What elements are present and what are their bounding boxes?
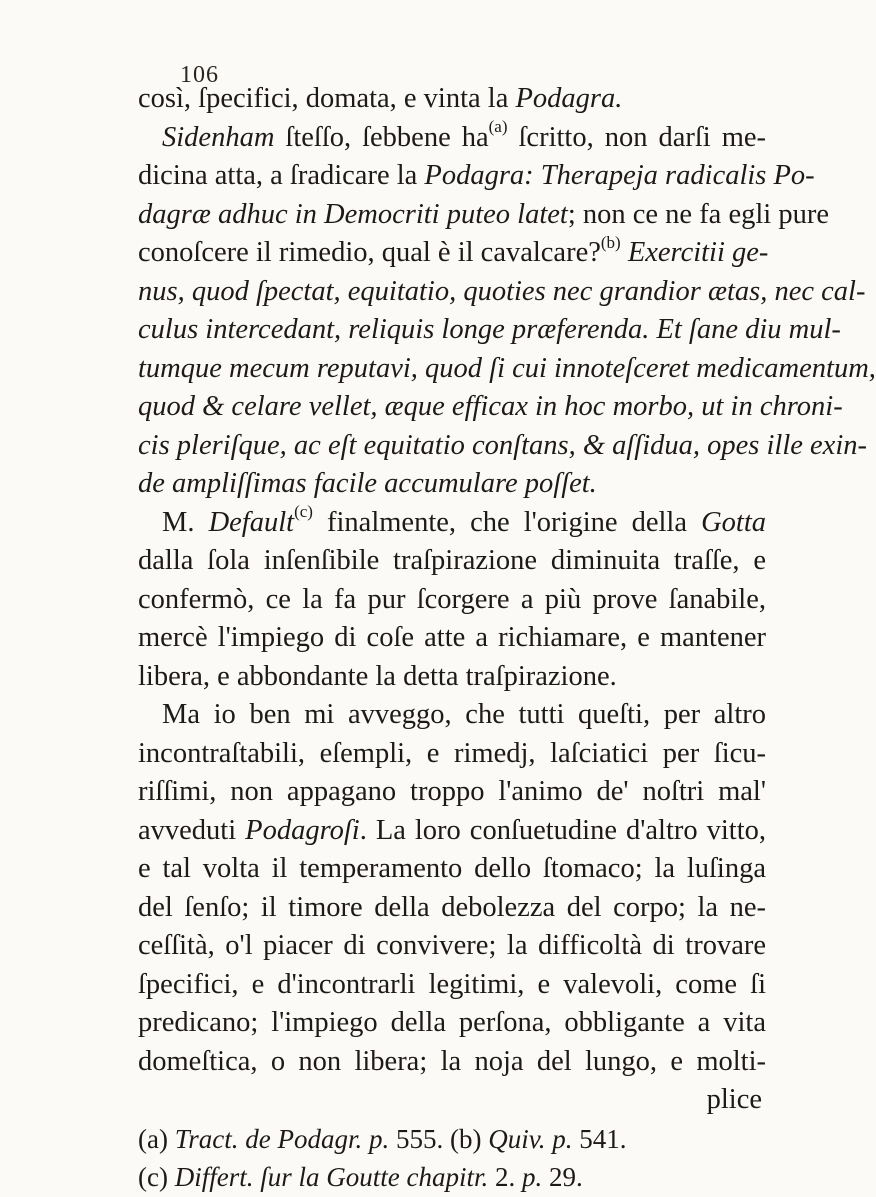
text-line [138, 735, 766, 774]
text-run: 541. [572, 1123, 627, 1154]
text-run: avveduti [138, 814, 246, 846]
text-run: 29. [542, 1162, 583, 1192]
footnote [138, 1158, 766, 1197]
text-line [138, 773, 766, 812]
text-run: Podagroſi [245, 814, 360, 846]
text-run: de ampliſſimas facile accumulare poſſet. [138, 468, 597, 499]
text-run: ſpecifici, e d'incontrarli legitimi, e valevoli, come ſi [138, 968, 766, 1000]
text-run: nus, quod ſpectat, equitatio, quoties nec grandior ætas, nec cal- [138, 275, 866, 307]
text-run: finalmente, che l'origine della [312, 506, 702, 538]
text-run: cis pleriſque, ac eſt equitatio conſtans, & aſſidua, opes ille exin- [138, 429, 867, 461]
text-line [138, 966, 766, 1005]
text-line [138, 581, 766, 620]
text-line [138, 232, 769, 273]
page-number: 106 [180, 62, 219, 88]
text-line [138, 311, 841, 350]
text-run: mercè l'impiego di coſe atte a richiamare, e mantener [138, 622, 766, 653]
body-text [138, 80, 876, 1197]
text-run: Default [208, 506, 295, 538]
footnote-marker: (a) [488, 117, 508, 136]
text-run: ceſſità, o'l piacer di convivere; la difficoltà di trovare [138, 930, 766, 961]
text-run: quod & celare vellet, æque efficax in hoc morbo, ut in chroni- [138, 391, 843, 422]
text-run: Tract. de Podagr. p. [174, 1123, 390, 1154]
text-run: . La loro conſuetudine d'altro vitto, [359, 814, 767, 846]
text-run: culus intercedant, reliquis longe præferenda. Et ſane diu mul- [138, 314, 841, 345]
text-run: ſteſſo, ſebbene ha [274, 121, 489, 153]
text-line [138, 119, 766, 158]
text-line [138, 196, 829, 235]
text-line [138, 80, 766, 119]
text-run: dagræ adhuc in Democriti puteo latet [138, 198, 568, 230]
text-run: e tal volta il temperamento dello ſtomaco; la luſinga [138, 853, 766, 884]
text-line [138, 1043, 766, 1082]
text-run: Podagra: Therapeja radicalis Po- [424, 160, 815, 191]
text-run: 2. [488, 1162, 522, 1192]
footnote-marker: (c) [294, 502, 313, 521]
text-line [138, 850, 766, 889]
text-run: Gotta [701, 506, 767, 538]
text-line [138, 927, 766, 966]
footnote [138, 1120, 766, 1159]
text-line [138, 696, 766, 735]
text-run: dicina atta, a ſradicare la [138, 160, 425, 191]
text-line [138, 658, 766, 697]
footnote-marker: (b) [600, 232, 621, 252]
text-run: dalla ſola inſenſibile traſpirazione diminuita traſſe, e [138, 545, 766, 576]
text-run: ſcritto, non darſi me- [507, 121, 766, 153]
text-run: 555. (b) [389, 1123, 489, 1154]
text-line [138, 889, 766, 928]
text-line [138, 812, 766, 851]
text-run: incontraſtabili, eſempli, e rimedj, laſciatici per ſicu- [138, 737, 766, 769]
text-run: ; non ce ne fa egli pure [567, 198, 829, 230]
text-run: p. [521, 1162, 543, 1192]
text-run: Sidenham [162, 121, 275, 153]
text-run: Podagra. [515, 83, 623, 114]
text-run: Exercitii ge- [620, 237, 769, 268]
text-run: tumque mecum reputavi, quod ſi cui innoteſceret medicamentum, [138, 352, 876, 384]
text-line [138, 542, 766, 581]
text-run: (c) [138, 1162, 175, 1192]
text-run: predicano; l'impiego della perſona, obbligante a vita [138, 1007, 766, 1038]
text-run: confermò, ce la fa pur ſcorgere a più prove ſanabile, [138, 583, 766, 615]
text-line [138, 465, 766, 504]
text-run: (a) [138, 1123, 175, 1154]
text-run: libera, e abbondante la detta traſpirazione. [138, 660, 617, 692]
text-run: conoſcere il rimedio, qual è il cavalcare? [138, 237, 601, 268]
text-line [138, 388, 843, 427]
text-line [138, 273, 866, 312]
text-line [138, 350, 876, 389]
text-line [138, 619, 766, 658]
text-run: M. [162, 506, 209, 538]
text-run: del ſenſo; il timore della debolezza del corpo; la ne- [138, 891, 766, 923]
text-line [138, 427, 867, 466]
text-run: riſſimi, non appagano troppo l'animo de' noſtri mal' [138, 776, 766, 807]
text-run: domeſtica, o non libera; la noja del lungo, e molti- [138, 1045, 766, 1077]
text-run: Ma io ben mi avveggo, che tutti queſti, per altro [162, 699, 766, 730]
catchword: plice [706, 1084, 762, 1115]
text-line [138, 157, 815, 196]
text-line [138, 1004, 766, 1043]
text-run: Quiv. p. [488, 1123, 573, 1154]
text-run: Differt. ſur la Goutte chapitr. [174, 1162, 489, 1192]
text-line [138, 504, 766, 543]
text-run: così, ſpecifici, domata, e vinta la [138, 83, 516, 114]
